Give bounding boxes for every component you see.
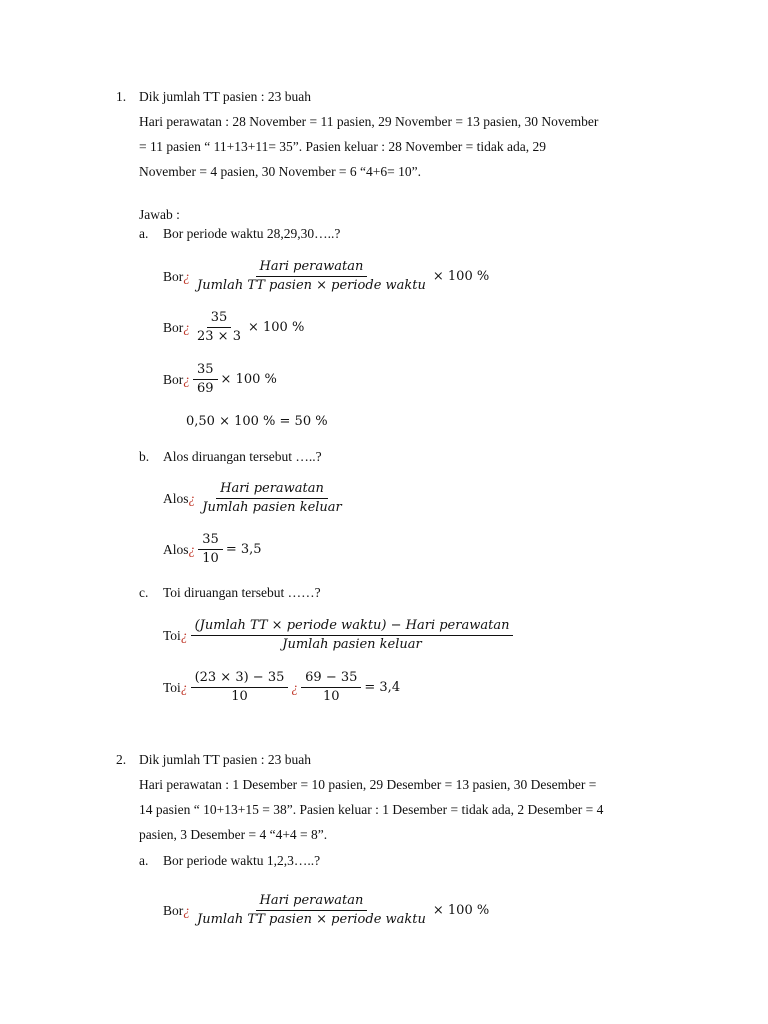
fraction-denominator: 10 (202, 551, 219, 566)
problem-2-number: 2. (116, 752, 127, 767)
toi-fraction (191, 618, 514, 653)
problem-2-line-4: pasien, 3 Desember = 4 “4+4 = 8”. (139, 827, 328, 842)
fraction-denominator: Jumlah pasien keluar (202, 500, 342, 515)
alos-result: = 3,5 (225, 542, 262, 557)
alos-label: Alos (163, 490, 189, 506)
bor-label: Bor (163, 268, 184, 284)
fraction-numerator: Hari perawatan (216, 481, 328, 499)
problem-1-line-4: November = 4 pasien, 30 November = 6 “4+6= 10”. (139, 164, 422, 179)
fraction-numerator: Hari perawatan (256, 259, 368, 277)
bor-label: Bor (163, 371, 184, 387)
bor-fraction (193, 310, 245, 345)
question-mark-glyph: ¿ (180, 627, 188, 643)
question-mark-glyph: ¿ (188, 490, 196, 506)
bor-fraction (193, 362, 218, 397)
question-mark-glyph: ¿ (183, 319, 190, 335)
fraction-denominator: 23 × 3 (197, 329, 241, 344)
percent-suffix: × 100 % (220, 372, 277, 387)
bor-label: Bor (163, 319, 184, 335)
problem-2-line-3: 14 pasien “ 10+13+15 = 38”. Pasien keluar : 1 Desember = tidak ada, 2 Desember = 4 (139, 802, 604, 817)
fraction-denominator: Jumlah TT pasien × periode waktu (197, 912, 426, 927)
toi-label: Toi (163, 627, 181, 643)
bor-step-2 (163, 362, 277, 397)
problem-1-line-1: Dik jumlah TT pasien : 23 buah (139, 89, 311, 104)
percent-suffix: × 100 % (432, 903, 490, 918)
bor-label: Bor (163, 902, 184, 918)
fraction-denominator: 10 (322, 689, 340, 704)
question-mark-glyph: ¿ (183, 902, 190, 918)
toi-label: Toi (163, 679, 181, 695)
bor-formula-2 (163, 893, 489, 928)
item-b-title: Alos diruangan tersebut …..? (163, 449, 322, 464)
question-mark-glyph: ¿ (180, 679, 188, 695)
item-a-marker: a. (139, 226, 149, 241)
jawab-label: Jawab : (139, 207, 180, 222)
bor-fraction (193, 259, 430, 294)
alos-step (163, 532, 262, 567)
problem-2-line-2: Hari perawatan : 1 Desember = 10 pasien, 29 Desember = 13 pasien, 30 Desember = (139, 777, 597, 792)
percent-suffix: × 100 % (247, 320, 305, 335)
fraction-denominator: Jumlah pasien keluar (282, 637, 422, 652)
item-c-marker: c. (139, 585, 149, 600)
question-mark-glyph: ¿ (291, 679, 299, 695)
fraction-denominator: Jumlah TT pasien × periode waktu (197, 278, 426, 293)
item-2a-title: Bor periode waktu 1,2,3…..? (163, 853, 321, 868)
problem-2-line-1: Dik jumlah TT pasien : 23 buah (139, 752, 311, 767)
bor-fraction (193, 893, 430, 928)
fraction-denominator: 10 (231, 689, 248, 704)
item-c-title: Toi diruangan tersebut ……? (163, 585, 321, 600)
problem-1-line-3: = 11 pasien “ 11+13+11= 35”. Pasien keluar : 28 November = tidak ada, 29 (139, 139, 546, 154)
alos-label: Alos (163, 541, 189, 557)
toi-result: = 3,4 (364, 680, 401, 695)
item-a-title: Bor periode waktu 28,29,30…..? (163, 226, 341, 241)
problem-1-line-2: Hari perawatan : 28 November = 11 pasien, 29 November = 13 pasien, 30 November (139, 114, 599, 129)
alos-formula (163, 481, 349, 516)
bor-step-1 (163, 310, 304, 345)
toi-formula (163, 618, 516, 653)
question-mark-glyph: ¿ (188, 541, 196, 557)
bor-formula (163, 259, 489, 294)
percent-suffix: × 100 % (432, 269, 490, 284)
bor-result: 0,50 × 100 % = 50 % (186, 414, 328, 429)
fraction-numerator: 69 − 35 (301, 670, 361, 688)
fraction-denominator: 69 (197, 381, 214, 396)
question-mark-glyph: ¿ (183, 268, 190, 284)
fraction-numerator: 35 (198, 532, 223, 550)
alos-fraction (198, 481, 346, 516)
item-2a-marker: a. (139, 853, 149, 868)
fraction-numerator: 35 (207, 310, 232, 328)
fraction-numerator: 35 (193, 362, 218, 380)
fraction-numerator: (23 × 3) − 35 (191, 670, 289, 688)
problem-1-number: 1. (116, 89, 127, 104)
toi-fraction-2 (301, 670, 361, 705)
question-mark-glyph: ¿ (183, 371, 190, 387)
fraction-numerator: (Jumlah TT × periode waktu) − Hari perawatan (191, 618, 514, 636)
toi-step (163, 670, 400, 705)
alos-fraction (198, 532, 223, 567)
fraction-numerator: Hari perawatan (256, 893, 368, 911)
toi-fraction (191, 670, 289, 705)
item-b-marker: b. (139, 449, 150, 464)
